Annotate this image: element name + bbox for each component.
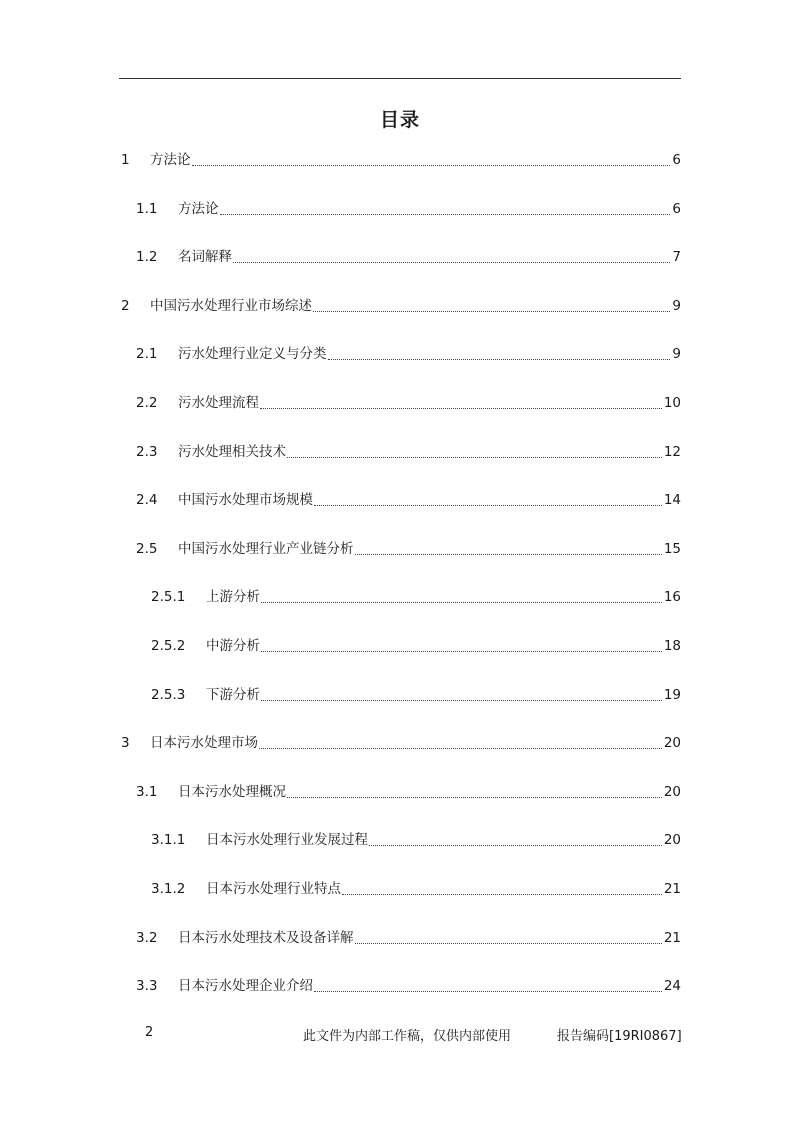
toc-entry-page: 6 <box>672 201 681 217</box>
toc-entry[interactable] <box>151 828 681 850</box>
toc-entry-page: 20 <box>663 784 681 800</box>
toc-dot-leader <box>314 505 662 506</box>
toc-entry[interactable] <box>151 634 681 656</box>
toc-entry[interactable] <box>136 974 681 996</box>
toc-entry[interactable] <box>136 342 681 364</box>
toc-dot-leader <box>261 651 662 652</box>
toc-entry-title: 日本污水处理市场 <box>150 735 258 751</box>
toc-entry-title: 污水处理行业定义与分类 <box>178 346 327 362</box>
toc-entry-title: 方法论 <box>150 152 191 168</box>
toc-entry-number: 3.3 <box>136 978 158 994</box>
toc-entry[interactable] <box>136 245 681 267</box>
footer-page-number: 2 <box>145 1025 154 1040</box>
toc-entry[interactable] <box>136 537 681 559</box>
toc-dot-leader <box>313 311 670 312</box>
toc-entry-title: 名词解释 <box>178 249 232 265</box>
toc-entry-title: 日本污水处理概况 <box>178 784 286 800</box>
toc-dot-leader <box>261 700 662 701</box>
toc-entry-page: 16 <box>663 589 681 605</box>
toc-dot-leader <box>355 943 662 944</box>
toc-entry[interactable] <box>151 683 681 705</box>
toc-entry[interactable] <box>136 780 681 802</box>
toc-entry-number: 3.1 <box>136 784 158 800</box>
toc-entry[interactable] <box>121 148 681 170</box>
toc-entry[interactable] <box>151 877 681 899</box>
toc-entry-title: 上游分析 <box>206 589 260 605</box>
toc-entry-page: 9 <box>672 346 681 362</box>
toc-dot-leader <box>342 894 662 895</box>
toc-entry-title: 污水处理流程 <box>178 395 259 411</box>
toc-entry-page: 21 <box>663 930 681 946</box>
toc-entry-number: 2 <box>121 298 130 314</box>
toc-dot-leader <box>287 457 662 458</box>
toc-entry-number: 3 <box>121 735 130 751</box>
toc-entry-number: 1.1 <box>136 201 158 217</box>
toc-entry[interactable] <box>136 440 681 462</box>
toc-entry[interactable] <box>121 731 681 753</box>
toc-entry-number: 1.2 <box>136 249 158 265</box>
toc-entry-title: 方法论 <box>178 201 219 217</box>
toc-dot-leader <box>369 845 662 846</box>
toc-dot-leader <box>233 262 670 263</box>
toc-entry-number: 2.4 <box>136 492 158 508</box>
toc-entry-page: 12 <box>663 444 681 460</box>
toc-entry-page: 19 <box>663 687 681 703</box>
toc-entry-number: 2.1 <box>136 346 158 362</box>
toc-entry-number: 1 <box>121 152 130 168</box>
toc-dot-leader <box>220 214 671 215</box>
toc-entry[interactable] <box>136 391 681 413</box>
toc-entry[interactable] <box>136 488 681 510</box>
toc-entry-number: 2.5 <box>136 541 158 557</box>
footer-confidential-note: 此文件为内部工作稿，仅供内部使用 <box>303 1029 512 1044</box>
toc-entry-number: 2.5.1 <box>151 589 186 605</box>
toc-title: 目录 <box>379 109 420 131</box>
toc-entry-number: 2.3 <box>136 444 158 460</box>
header-rule <box>119 78 681 79</box>
toc-entry-page: 9 <box>672 298 681 314</box>
toc-entry-title: 日本污水处理行业特点 <box>206 881 341 897</box>
toc-entry-title: 中游分析 <box>206 638 260 654</box>
toc-dot-leader <box>261 602 662 603</box>
toc-entry-title: 中国污水处理行业产业链分析 <box>178 541 354 557</box>
toc-dot-leader <box>260 408 662 409</box>
toc-entry-title: 日本污水处理技术及设备详解 <box>178 930 354 946</box>
toc-entry-page: 7 <box>672 249 681 265</box>
toc-entry[interactable] <box>121 294 681 316</box>
toc-dot-leader <box>328 359 671 360</box>
toc-entry-page: 15 <box>663 541 681 557</box>
toc-entry-number: 2.5.2 <box>151 638 186 654</box>
toc-entry-number: 2.5.3 <box>151 687 186 703</box>
toc-entry-page: 18 <box>663 638 681 654</box>
toc-entry-page: 20 <box>663 735 681 751</box>
toc-entry-title: 中国污水处理市场规模 <box>178 492 313 508</box>
toc-entry[interactable] <box>136 197 681 219</box>
toc-entry-title: 日本污水处理行业发展过程 <box>206 832 368 848</box>
toc-entry-number: 2.2 <box>136 395 158 411</box>
toc-entry-page: 10 <box>663 395 681 411</box>
toc-entry-title: 污水处理相关技术 <box>178 444 286 460</box>
toc-entry-number: 3.1.2 <box>151 881 186 897</box>
toc-entry-page: 24 <box>663 978 681 994</box>
toc-dot-leader <box>287 797 662 798</box>
toc-entry-page: 20 <box>663 832 681 848</box>
toc-entry-title: 中国污水处理行业市场综述 <box>150 298 312 314</box>
toc-entry-page: 6 <box>672 152 681 168</box>
toc-entry-title: 下游分析 <box>206 687 260 703</box>
toc-entry[interactable] <box>136 926 681 948</box>
toc-entry-number: 3.1.1 <box>151 832 186 848</box>
toc-entry-page: 14 <box>663 492 681 508</box>
toc-entry-number: 3.2 <box>136 930 158 946</box>
toc-dot-leader <box>192 165 671 166</box>
toc-dot-leader <box>355 554 662 555</box>
toc-entry-page: 21 <box>663 881 681 897</box>
toc-dot-leader <box>259 748 662 749</box>
footer-report-code: 报告编码[19RI0867] <box>557 1029 682 1044</box>
toc-entry-title: 日本污水处理企业介绍 <box>178 978 313 994</box>
toc-dot-leader <box>314 991 662 992</box>
toc-entry[interactable] <box>151 585 681 607</box>
